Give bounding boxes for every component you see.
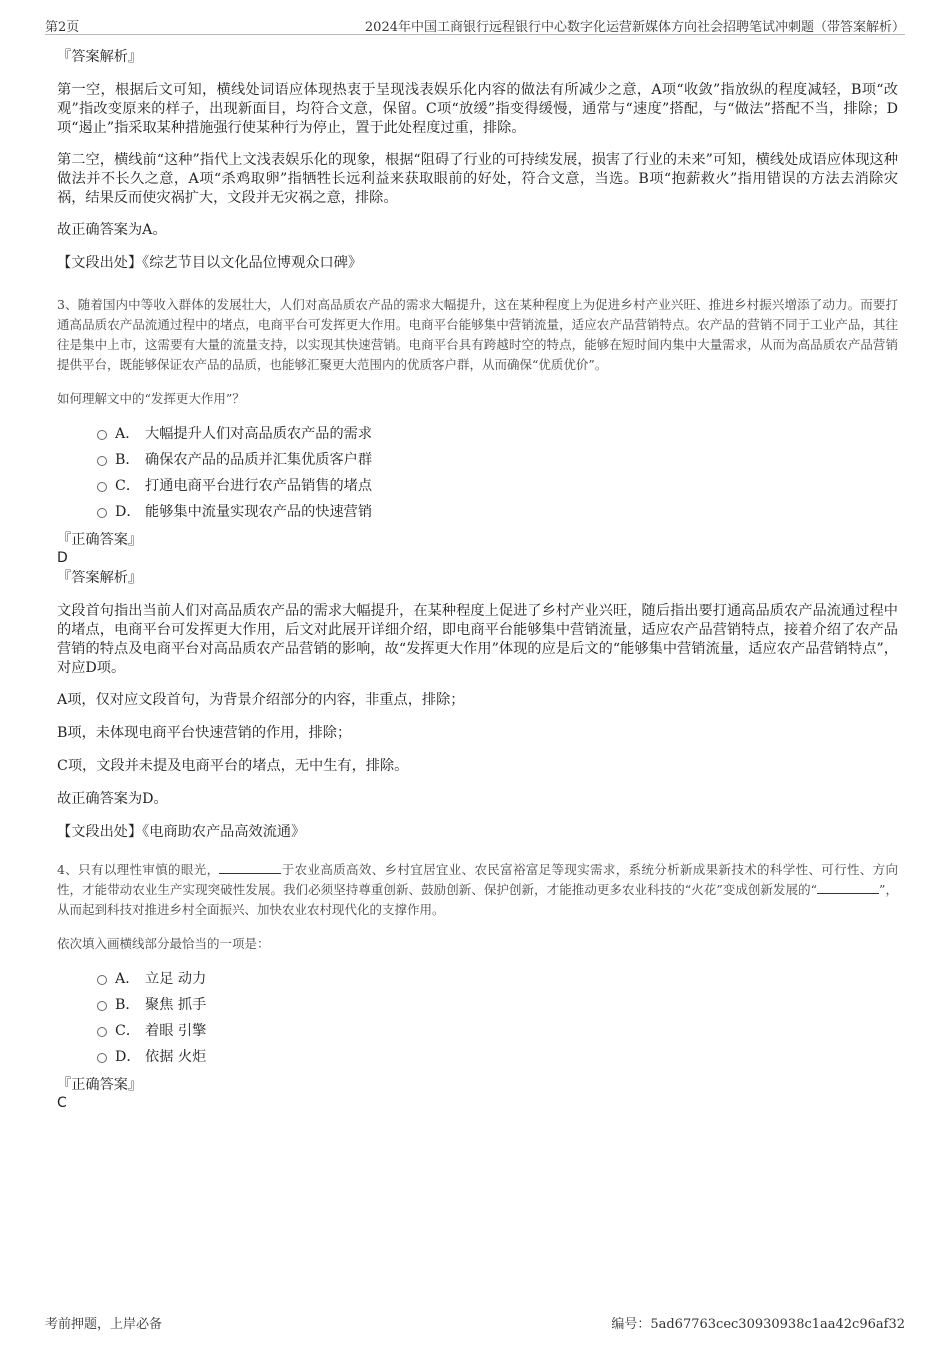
fill-blank xyxy=(219,861,281,874)
answer-conclusion: 故正确答案为A。 xyxy=(57,222,167,238)
correct-answer-label: 『正确答案』 xyxy=(57,532,143,548)
source-citation: 【文段出处】《综艺节目以文化品位博观众口碑》 xyxy=(57,255,363,271)
page-number: 第2页 xyxy=(45,20,80,35)
option-d[interactable]: D． 依据 火炬 xyxy=(57,1044,898,1070)
radio-icon[interactable] xyxy=(97,1001,107,1011)
option-c[interactable]: C． 打通电商平台进行农产品销售的堵点 xyxy=(57,473,898,499)
document-title: 2024年中国工商银行远程银行中心数字化运营新媒体方向社会招聘笔试冲刺题（带答案解析） xyxy=(364,20,905,35)
question-text: 4、只有以理性审慎的眼光， 于农业高质高效、乡村宜居宜业、农民富裕富足等现实需求，系统分析新成果新技术的科学性、可行性、方向性，才能带动农业生产实现突破性发展。我们必须坚持尊重创新、鼓励创新、保护创新，才能推动更多农业科技的“火花”变成创新发展的“ ”，从而起到科技对推进乡村全面振兴、加快农业农村现代化的支撑作用。 xyxy=(57,862,898,917)
page-header xyxy=(45,14,905,35)
question-prompt: 如何理解文中的“发挥更大作用”？ xyxy=(57,391,245,406)
analysis-paragraph: 第二空，横线前“这种”指代上文浅表娱乐化的现象，根据“阻碍了行业的可持续发展，损害了行业的未来”可知，横线处成语应体现这种做法并不长久之意，A项“杀鸡取卵”指牺牲长远利益来获取眼前的好处，符合文意，当选。B项“抱薪救火”指用错误的方法去消除灾祸，结果反而使灾祸扩大，文段并无灾祸之意，排除。 xyxy=(57,152,898,206)
question-3 xyxy=(57,295,898,842)
radio-icon[interactable] xyxy=(97,430,107,440)
analysis-paragraph: C项，文段并未提及电商平台的堵点，无中生有，排除。 xyxy=(57,758,409,774)
option-a[interactable]: A． 立足 动力 xyxy=(57,966,898,992)
option-list xyxy=(57,966,898,1070)
page-content xyxy=(57,48,898,1112)
radio-icon[interactable] xyxy=(97,456,107,466)
answer-conclusion: 故正确答案为D。 xyxy=(57,791,168,807)
radio-icon[interactable] xyxy=(97,1027,107,1037)
fill-blank xyxy=(817,881,879,894)
source-citation: 【文段出处】《电商助农产品高效流通》 xyxy=(57,824,306,840)
question-text: 3、随着国内中等收入群体的发展壮大，人们对高品质农产品的需求大幅提升，这在某种程度上为促进乡村产业兴旺、推进乡村振兴增添了动力。而要打通高品质农产品流通过程中的堵点，电商平台可发挥更大作用。电商平台能够集中营销流量，适应农产品营销特点。农产品的营销不同于工业产品，其往往是集中上市，这需要有大量的流量支持，以实现其快速营销。电商平台具有跨越时空的特点，能够在短时间内集中大量需求，从而为高品质农产品营销提供平台，既能够保证农产品的品质，也能够汇聚更大范围内的优质客户群，从而确保“优质优价”。 xyxy=(57,297,898,372)
radio-icon[interactable] xyxy=(97,508,107,518)
question-4 xyxy=(57,860,898,1112)
option-b[interactable]: B． 确保农产品的品质并汇集优质客户群 xyxy=(57,447,898,473)
radio-icon[interactable] xyxy=(97,975,107,985)
option-d[interactable]: D． 能够集中流量实现农产品的快速营销 xyxy=(57,499,898,525)
correct-answer-label: 『正确答案』 xyxy=(57,1077,143,1093)
footer-slogan: 考前押题，上岸必备 xyxy=(45,1317,163,1332)
q2-analysis xyxy=(57,48,898,273)
analysis-paragraph: 第一空，根据后文可知，横线处词语应体现热衷于呈现浅表娱乐化内容的做法有所减少之意，A项“收敛”指放纵的程度减轻，B项“改观”指改变原来的样子，出现新面目，均符合文意，保留。C项“放缓”指变得缓慢，通常与“速度”搭配，与“做法”搭配不当，排除；D项“遏止”指采取某种措施强行使某种行为停止，置于此处程度过重，排除。 xyxy=(57,82,898,136)
correct-answer: D xyxy=(57,550,68,566)
option-list xyxy=(57,421,898,525)
analysis-label: 『答案解析』 xyxy=(57,49,143,65)
option-b[interactable]: B． 聚焦 抓手 xyxy=(57,992,898,1018)
document-id: 编号：5ad67763cec30930938c1aa42c96af32 xyxy=(611,1317,905,1332)
option-c[interactable]: C． 着眼 引擎 xyxy=(57,1018,898,1044)
radio-icon[interactable] xyxy=(97,1053,107,1063)
analysis-paragraph: A项，仅对应文段首句，为背景介绍部分的内容，非重点，排除； xyxy=(57,692,465,708)
analysis-label: 『答案解析』 xyxy=(57,570,143,586)
analysis-paragraph: B项，未体现电商平台快速营销的作用，排除； xyxy=(57,725,352,741)
option-a[interactable]: A． 大幅提升人们对高品质农产品的需求 xyxy=(57,421,898,447)
question-prompt: 依次填入画横线部分最恰当的一项是： xyxy=(57,936,270,951)
analysis-paragraph: 文段首句指出当前人们对高品质农产品的需求大幅提升，在某种程度上促进了乡村产业兴旺，随后指出要打通高品质农产品流通过程中的堵点，电商平台可发挥更大作用，后文对此展开详细介绍，即电商平台能够集中营销流量，适应农产品营销特点，接着介绍了农产品营销的特点及电商平台对高品质农产品营销的影响，故“发挥更大作用”体现的应是后文的“能够集中营销流量，适应农产品营销特点”，对应D项。 xyxy=(57,603,898,676)
radio-icon[interactable] xyxy=(97,482,107,492)
correct-answer: C xyxy=(57,1095,67,1111)
